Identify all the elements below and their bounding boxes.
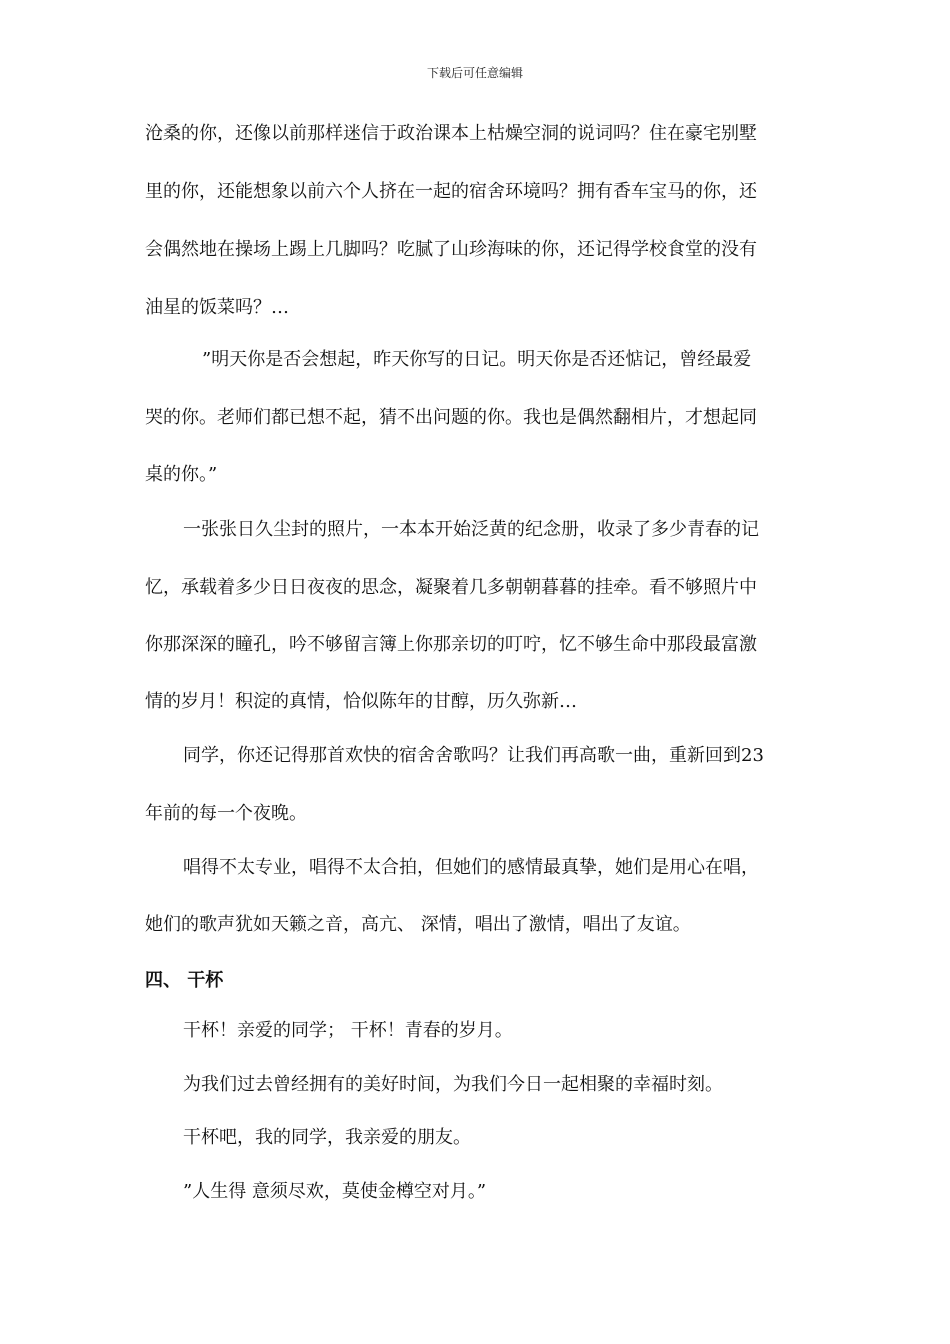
text-line: 干杯！亲爱的同学； 干杯！青春的岁月。 (183, 1020, 513, 1041)
text-line: ”明天你是否会想起，昨天你写的日记。明天你是否还惦记，曾经最爱 (202, 349, 752, 370)
text-line: 里的你，还能想象以前六个人挤在一起的宿舍环境吗？拥有香车宝马的你，还 (145, 181, 757, 202)
text-line: 你那深深的瞳孔，吟不够留言簿上你那亲切的叮咛，忆不够生命中那段最富激 (145, 634, 757, 655)
text-line: 她们的歌声犹如天籁之音，高亢、 深情，唱出了激情，唱出了友谊。 (145, 914, 691, 935)
text-line: 年前的每一个夜晚。 (145, 803, 307, 824)
text-line: 一张张日久尘封的照片，一本本开始泛黄的纪念册，收录了多少青春的记 (183, 519, 759, 540)
text-line: ”人生得 意须尽欢，莫使金樽空对月。” (183, 1181, 487, 1202)
text-line: 干杯吧，我的同学，我亲爱的朋友。 (183, 1127, 471, 1148)
text-line: 桌的你。” (145, 464, 218, 485)
text-line: 油星的饭菜吗？… (145, 297, 289, 318)
text-line: 会偶然地在操场上踢上几脚吗？吃腻了山珍海味的你，还记得学校食堂的没有 (145, 239, 757, 260)
text-line: 唱得不太专业，唱得不太合拍，但她们的感情最真挚，她们是用心在唱， (183, 857, 759, 878)
text-line: 同学，你还记得那首欢快的宿舍舍歌吗？让我们再高歌一曲，重新回到23 (183, 745, 764, 766)
section-heading: 四、 干杯 (145, 970, 224, 991)
text-line: 沧桑的你，还像以前那样迷信于政治课本上枯燥空洞的说词吗？住在豪宅别墅 (145, 123, 757, 144)
page-header: 下载后可任意编辑 (426, 66, 523, 80)
text-line: 为我们过去曾经拥有的美好时间，为我们今日一起相聚的幸福时刻。 (183, 1074, 723, 1095)
text-line: 情的岁月！积淀的真情，恰似陈年的甘醇，历久弥新… (145, 691, 577, 712)
text-line: 哭的你。老师们都已想不起，猜不出问题的你。我也是偶然翻相片，才想起同 (145, 407, 757, 428)
text-line: 忆，承载着多少日日夜夜的思念，凝聚着几多朝朝暮暮的挂牵。看不够照片中 (145, 577, 757, 598)
